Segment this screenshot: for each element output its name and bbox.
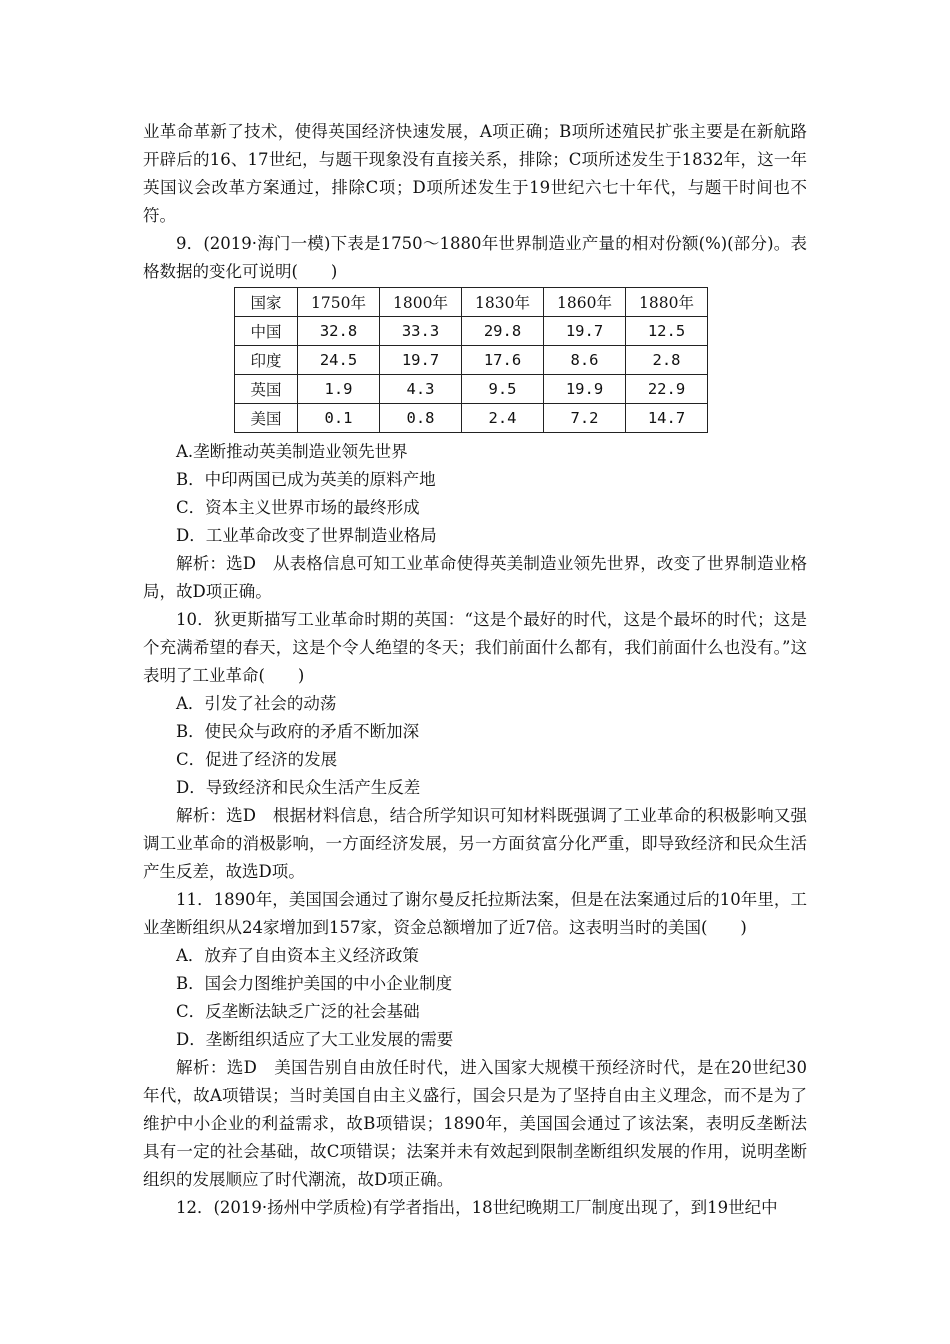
table-cell: 印度 bbox=[235, 346, 298, 375]
table-header-cell: 1830年 bbox=[462, 288, 544, 317]
table-cell: 24.5 bbox=[298, 346, 380, 375]
table-cell: 17.6 bbox=[462, 346, 544, 375]
table-cell: 7.2 bbox=[544, 404, 626, 433]
question-10-option-a: A．引发了社会的动荡 bbox=[176, 694, 337, 713]
question-9-option-c: C．资本主义世界市场的最终形成 bbox=[176, 498, 420, 517]
table-row bbox=[235, 375, 708, 404]
table-header-cell: 1860年 bbox=[544, 288, 626, 317]
table-cell: 12.5 bbox=[626, 317, 708, 346]
table-cell: 9.5 bbox=[462, 375, 544, 404]
table-cell: 14.7 bbox=[626, 404, 708, 433]
previous-analysis-continuation: 业革命革新了技术，使得英国经济快速发展，A项正确；B项所述殖民扩张主要是在新航路开辟后的16、17世纪，与题干现象没有直接关系，排除；C项所述发生于1832年，这一年英国议会改革方案通过，排除C项；D项所述发生于19世纪六七十年代，与题干时间也不符。 bbox=[143, 122, 807, 225]
table-cell: 8.6 bbox=[544, 346, 626, 375]
question-11-analysis: 解析：选D 美国告别自由放任时代，进入国家大规模干预经济时代，是在20世纪30年代，故A项错误；当时美国自由主义盛行，国会只是为了坚持自由主义理念，而不是为了维护中小企业的利益需求，故B项错误；1890年，美国国会通过了该法案，表明反垄断法具有一定的社会基础，故C项错误；法案并未有效起到限制垄断组织发展的作用，说明垄断组织的发展顺应了时代潮流，故D项正确。 bbox=[143, 1058, 807, 1189]
table-row bbox=[235, 317, 708, 346]
table-cell: 22.9 bbox=[626, 375, 708, 404]
table-cell: 2.8 bbox=[626, 346, 708, 375]
table-cell: 33.3 bbox=[380, 317, 462, 346]
question-9-option-b: B．中印两国已成为英美的原料产地 bbox=[176, 470, 436, 489]
table-cell: 19.7 bbox=[544, 317, 626, 346]
table-cell: 19.9 bbox=[544, 375, 626, 404]
question-10-option-b: B．使民众与政府的矛盾不断加深 bbox=[176, 722, 420, 741]
table-header-cell: 1880年 bbox=[626, 288, 708, 317]
question-10-option-c: C．促进了经济的发展 bbox=[176, 750, 338, 769]
table-header-row bbox=[235, 288, 708, 317]
table-cell: 中国 bbox=[235, 317, 298, 346]
question-10-stem: 10．狄更斯描写工业革命时期的英国：“这是个最好的时代，这是个最坏的时代；这是个充满希望的春天，这是个令人绝望的冬天；我们前面什么都有，我们前面什么也没有。”这表明了工业革命( ) bbox=[143, 610, 807, 685]
question-11-option-c: C．反垄断法缺乏广泛的社会基础 bbox=[176, 1002, 420, 1021]
table-header-cell: 国家 bbox=[235, 288, 298, 317]
question-9-option-d: D．工业革命改变了世界制造业格局 bbox=[176, 526, 437, 545]
question-9-analysis: 解析：选D 从表格信息可知工业革命使得英美制造业领先世界，改变了世界制造业格局，故D项正确。 bbox=[143, 554, 807, 601]
table-cell: 1.9 bbox=[298, 375, 380, 404]
question-10-analysis: 解析：选D 根据材料信息，结合所学知识可知材料既强调了工业革命的积极影响又强调工业革命的消极影响，一方面经济发展，另一方面贫富分化严重，即导致经济和民众生活产生反差，故选D项。 bbox=[143, 806, 807, 881]
question-9-option-a: A.垄断推动英美制造业领先世界 bbox=[176, 442, 408, 461]
table-cell: 2.4 bbox=[462, 404, 544, 433]
table-cell: 0.8 bbox=[380, 404, 462, 433]
question-11-option-d: D．垄断组织适应了大工业发展的需要 bbox=[176, 1030, 454, 1049]
question-11-option-b: B．国会力图维护美国的中小企业制度 bbox=[176, 974, 453, 993]
table-header-cell: 1750年 bbox=[298, 288, 380, 317]
table-cell: 4.3 bbox=[380, 375, 462, 404]
manufacturing-share-table bbox=[234, 287, 708, 433]
table-cell: 19.7 bbox=[380, 346, 462, 375]
question-11-stem: 11．1890年，美国国会通过了谢尔曼反托拉斯法案，但是在法案通过后的10年里，工业垄断组织从24家增加到157家，资金总额增加了近7倍。这表明当时的美国( ) bbox=[143, 890, 807, 937]
table-cell: 32.8 bbox=[298, 317, 380, 346]
table-row bbox=[235, 346, 708, 375]
table-header-cell: 1800年 bbox=[380, 288, 462, 317]
table-cell: 英国 bbox=[235, 375, 298, 404]
question-11-option-a: A．放弃了自由资本主义经济政策 bbox=[176, 946, 419, 965]
question-10-option-d: D．导致经济和民众生活产生反差 bbox=[176, 778, 421, 797]
question-12-stem: 12．(2019·扬州中学质检)有学者指出，18世纪晚期工厂制度出现了，到19世纪中 bbox=[176, 1198, 778, 1217]
table-cell: 29.8 bbox=[462, 317, 544, 346]
table-cell: 美国 bbox=[235, 404, 298, 433]
table-cell: 0.1 bbox=[298, 404, 380, 433]
table-row bbox=[235, 404, 708, 433]
question-9-stem: 9．(2019·海门一模)下表是1750～1880年世界制造业产量的相对份额(%)(部分)。表格数据的变化可说明( ) bbox=[143, 234, 807, 281]
